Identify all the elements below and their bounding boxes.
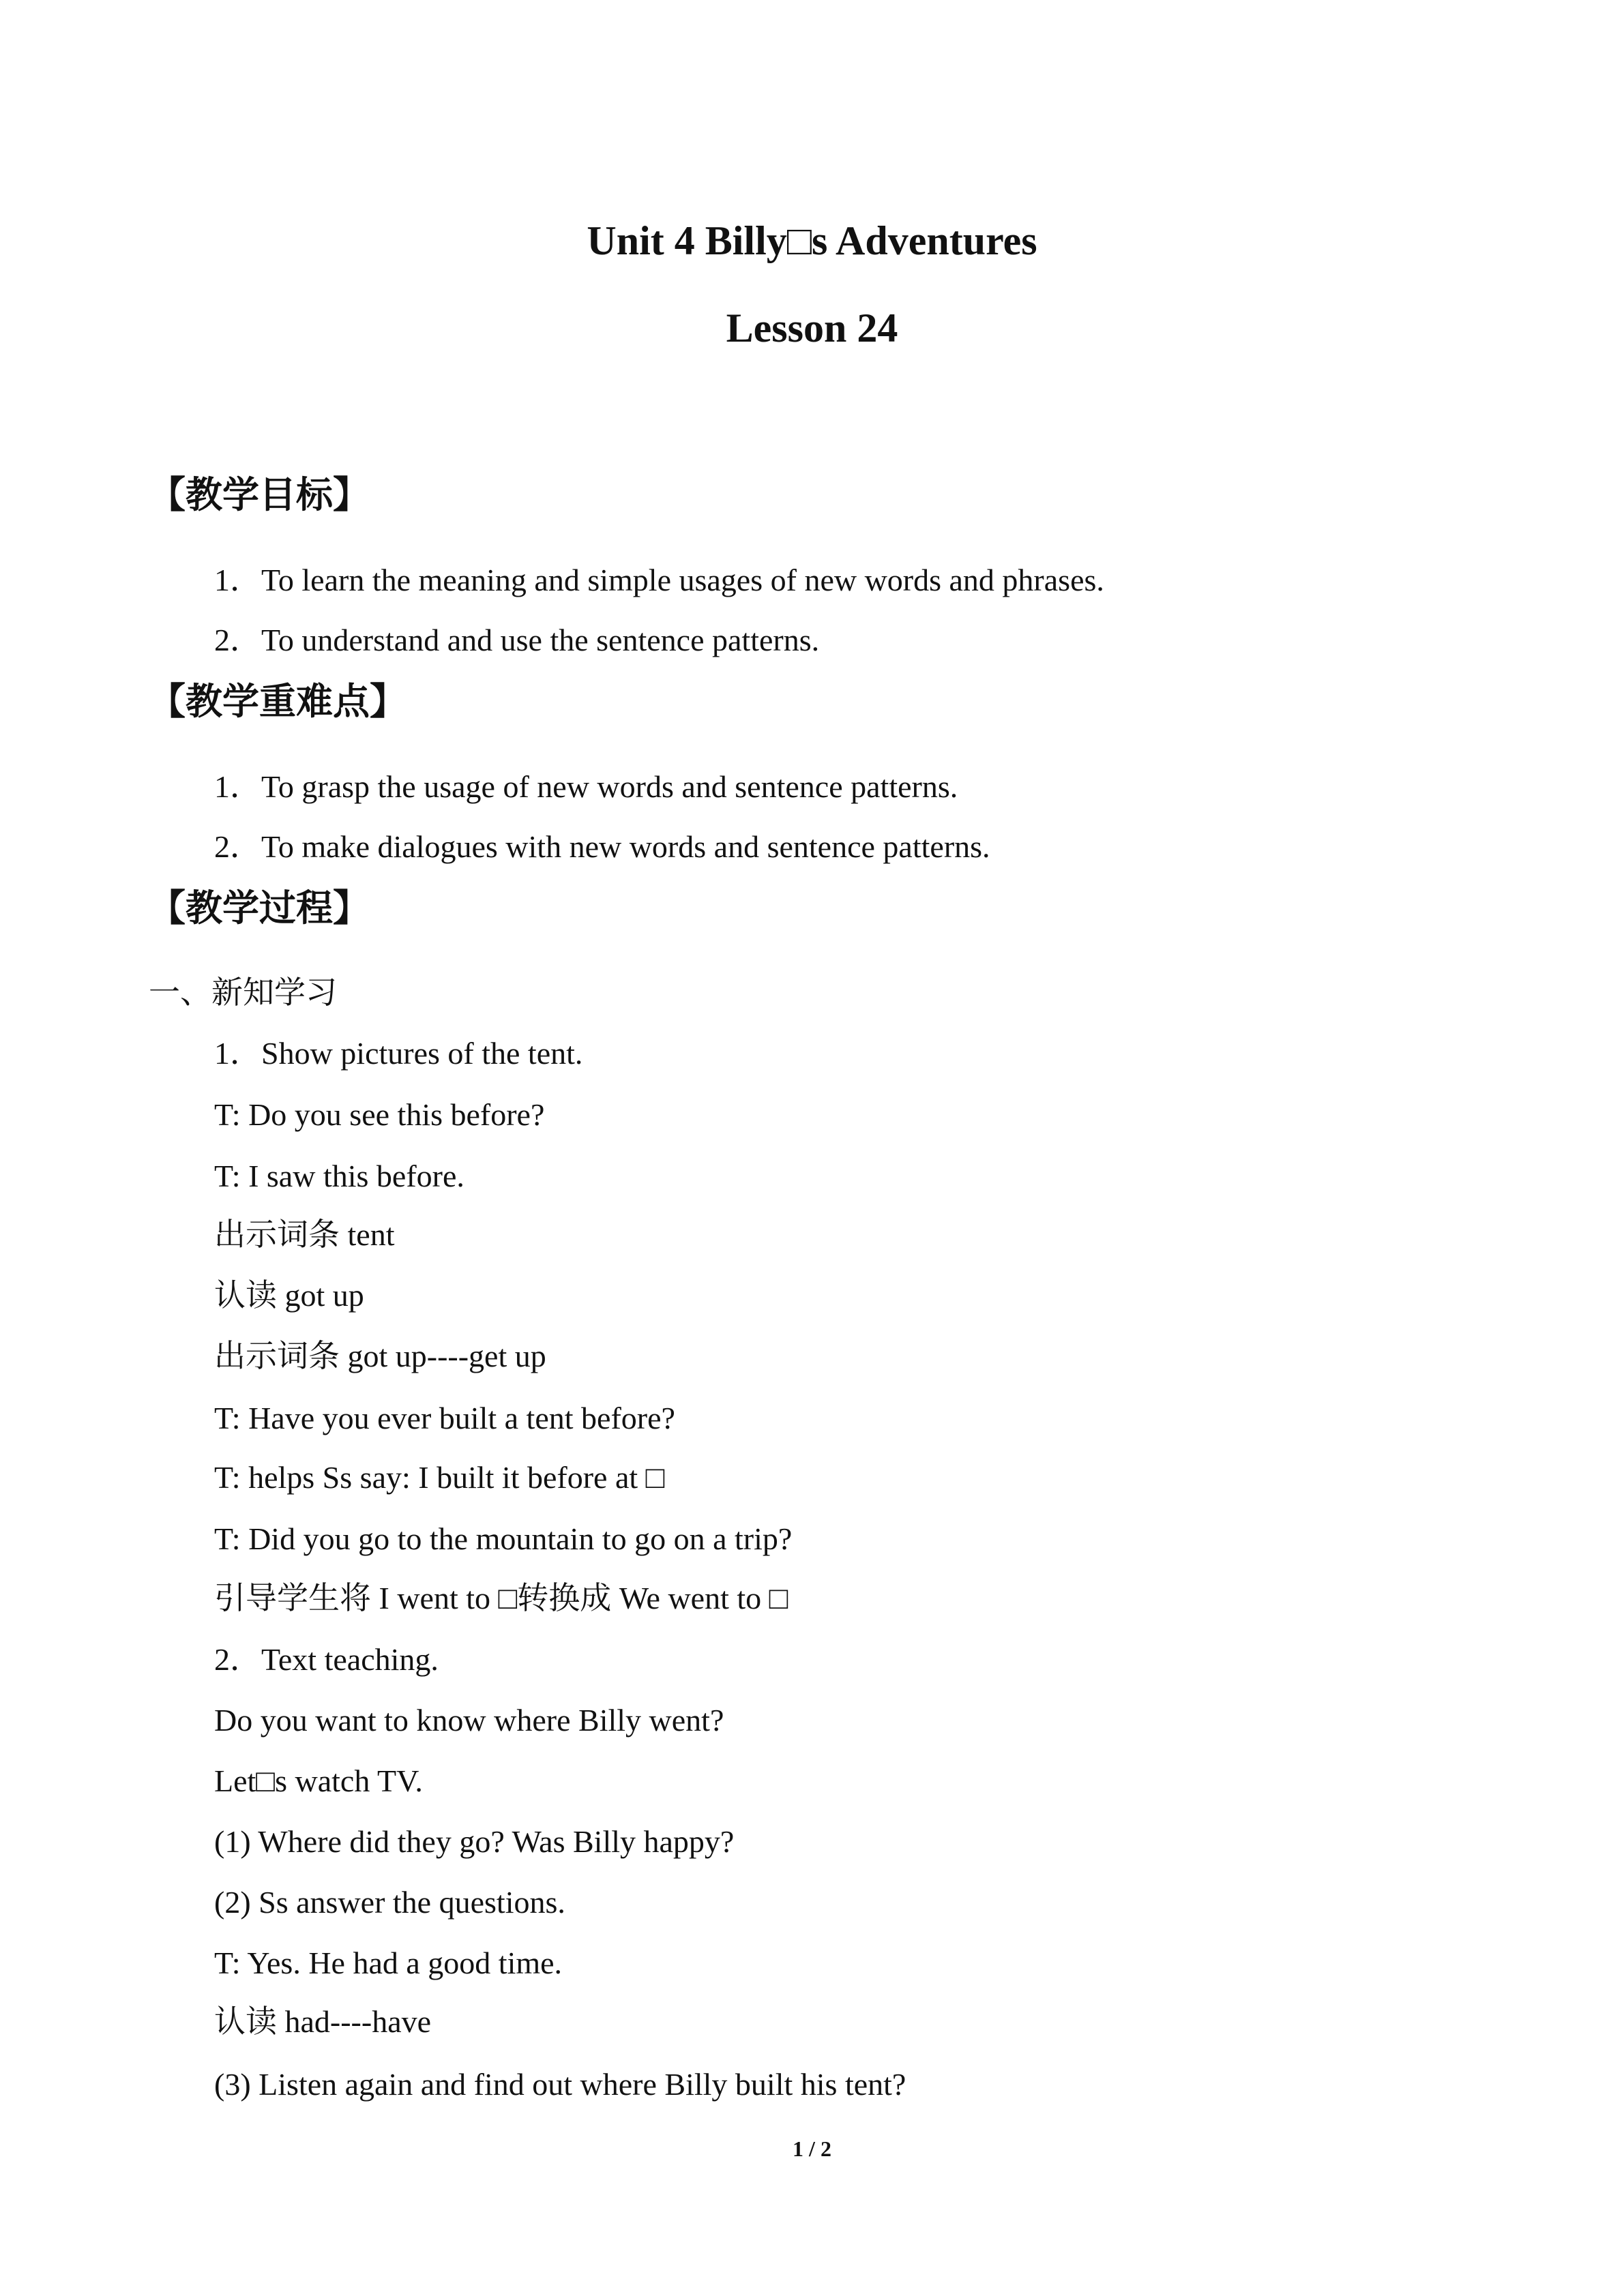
objective-item-1: 1．To learn the meaning and simple usages of new words and phrases. — [214, 563, 1104, 597]
process-line: 出示词条 tent — [214, 1217, 395, 1252]
process-line: (2) Ss answer the questions. — [214, 1885, 565, 1920]
process-line: 1．Show pictures of the tent. — [214, 1036, 583, 1071]
process-line: T: Do you see this before? — [214, 1097, 545, 1132]
objective-item-2: 2．To understand and use the sentence patterns. — [214, 623, 820, 657]
page-number: 1 / 2 — [793, 2136, 831, 2161]
process-line: 引导学生将 I went to □转换成 We went to □ — [214, 1581, 788, 1615]
section-heading-key-points: 【教学重难点】 — [149, 680, 407, 723]
document-subtitle: Lesson 24 — [726, 305, 898, 351]
document-title: Unit 4 Billy□s Adventures — [587, 218, 1037, 263]
key-point-item-2: 2．To make dialogues with new words and sentence patterns. — [214, 829, 990, 864]
process-line: (3) Listen again and find out where Billy built his tent? — [214, 2067, 906, 2102]
process-line: T: Have you ever built a tent before? — [214, 1401, 675, 1435]
section-heading-process: 【教学过程】 — [149, 886, 370, 929]
process-line: Do you want to know where Billy went? — [214, 1703, 724, 1738]
process-line: 2．Text teaching. — [214, 1642, 439, 1677]
process-line: 认读 got up — [214, 1278, 364, 1313]
process-line: T: I saw this before. — [214, 1159, 464, 1193]
process-line: 认读 had----have — [214, 2004, 432, 2039]
process-line: T: helps Ss say: I built it before at □ — [214, 1460, 665, 1495]
process-line: T: Yes. He had a good time. — [214, 1945, 563, 1980]
process-line: T: Did you go to the mountain to go on a trip? — [214, 1521, 793, 1556]
process-line: (1) Where did they go? Was Billy happy? — [214, 1824, 735, 1859]
process-part-title: 一、新知学习 — [149, 975, 337, 1010]
key-point-item-1: 1．To grasp the usage of new words and sentence patterns. — [214, 769, 958, 804]
section-heading-objectives: 【教学目标】 — [149, 473, 370, 516]
process-line: Let□s watch TV. — [214, 1763, 423, 1798]
process-line: 出示词条 got up----get up — [214, 1339, 546, 1373]
